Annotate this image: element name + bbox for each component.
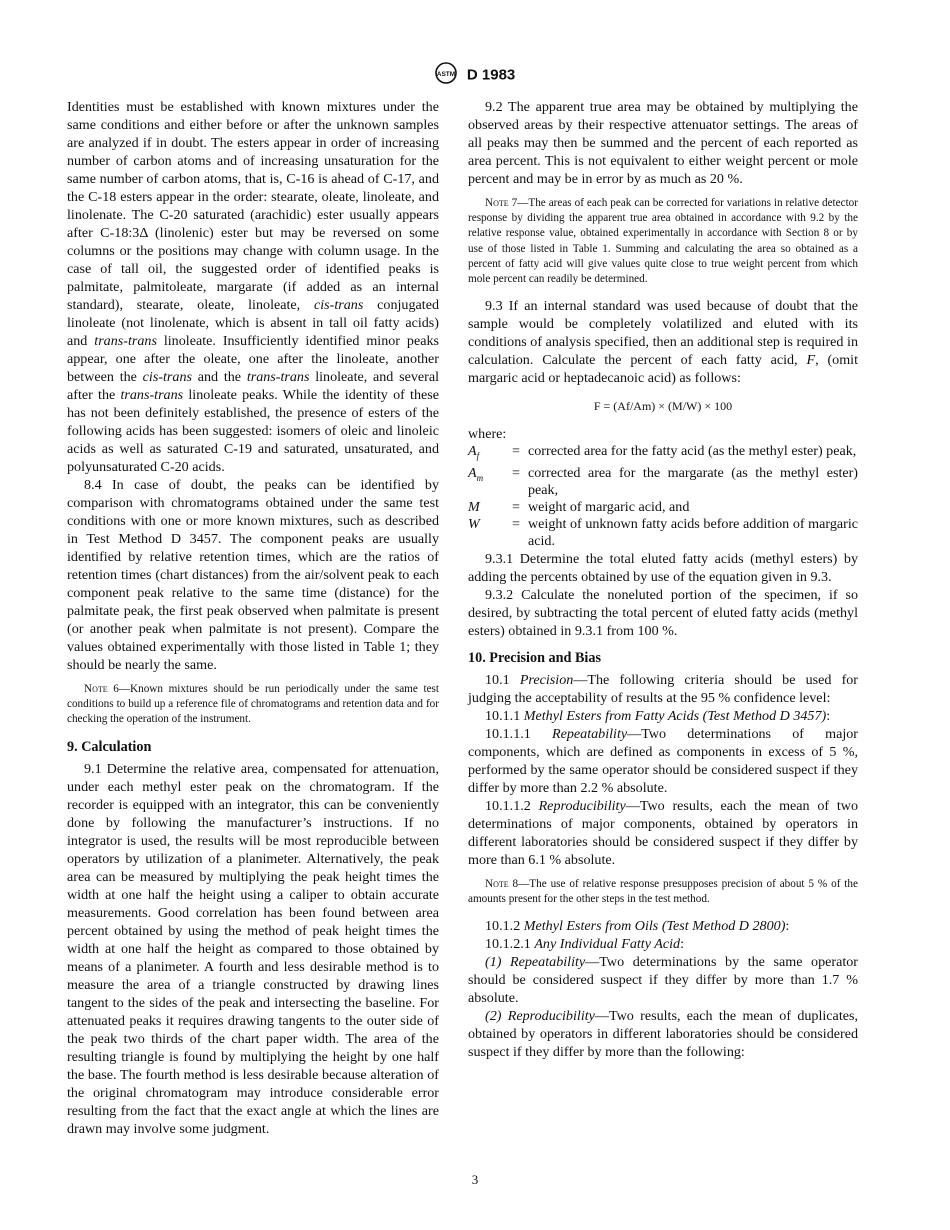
equals-sign: = xyxy=(512,499,520,516)
where-label: where: xyxy=(468,426,507,443)
paragraph-9-2: 9.2 The apparent true area may be obtained by multiplying the observed areas by their respective attenuator settings. The areas of all peaks may then be summed and the percent of each reported as area percent. This is not equivalent to either weight percent or mole percent and may be in error by as much as 20 %. xyxy=(468,99,858,187)
page-number: 3 xyxy=(471,1172,479,1187)
paragraph-10-1-1-1: 10.1.1.1 Repeatability—Two determinations of major components, which are defined as components in excess of 5 %, performed by the same operator should be considered suspect if they differ by more than 2.2 % absolute. xyxy=(468,726,858,797)
paragraph-reproducibility: (2) Reproducibility—Two results, each the mean of duplicates, obtained by operators in different laboratories should be considered suspect if they differ by more than the following: xyxy=(468,1008,858,1061)
definition-symbol: W xyxy=(468,516,480,533)
document-designation: D 1983 xyxy=(466,66,516,84)
page-header xyxy=(0,62,950,88)
paragraph-9-3: 9.3 If an internal standard was used because of doubt that the sample would be completely volatilized and eluted with its conditions of analysis specified, then an additional step is required in calculation. Calculate the percent of each fatty acid, F, (omit margaric acid or heptadecanoic acid) as follows: xyxy=(468,298,858,387)
definition-text: corrected area for the margarate (as the methyl ester) peak, xyxy=(528,465,858,499)
definition-symbol: M xyxy=(468,499,480,516)
equals-sign: = xyxy=(512,443,520,460)
note-8: Note 8—The use of relative response presupposes precision of about 5 % of the amounts present for the other steps in the test method. xyxy=(468,878,858,906)
paragraph-8-4: 8.4 In case of doubt, the peaks can be identified by comparison with chromatograms obtained under the same test conditions with one or more known mixtures, such as described in Test Method D 3457. The component peaks are usually identified by relative retention times, which are the ratios of retention times (chart distances) from the air/solvent peak to each component peak relative to the same time (distance) for the palmitate peak, the first peak observed when palmitate is present (or another peak when palmitate is not present). Compare the values obtained experimentally with those listed in Table 1; they should be nearly the same. xyxy=(67,477,439,673)
paragraph-10-1: 10.1 Precision—The following criteria should be used for judging the acceptability of results at the 95 % confidence level: xyxy=(468,672,859,707)
definition-row xyxy=(468,499,858,516)
definition-row xyxy=(468,443,858,465)
paragraph-repeatability: (1) Repeatability—Two determinations by the same operator should be considered suspect if they differ by more than 1.7 % absolute. xyxy=(468,954,858,1007)
paragraph-9-1: 9.1 Determine the relative area, compensated for attenuation, under each methyl ester peak on the chromatogram. If the recorder is equipped with an integrator, this can be conveniently done by following the manufacturer’s instructions. If no integrator is used, the results will be most reproducible between operators by utilization of a planimeter. Alternatively, the peak area can be measured by multiplying the peak height times the width at one half the height using a caliper to obtain accurate measurements. Good correlation has been found between area percent obtained by using the method of peak height times the width at one half the height as compared to those obtained by means of a planimeter. A fourth and less desirable method is to measure the area of a triangle constructed by drawing lines tangent to the sides of the peak and intersecting the baseline. For attenuated peaks it requires drawing tangents to the outer side of the peak two thirds of the chart paper width. The area of the resulting triangle is found by multiplying the height by one half the base. The fourth method is less desirable because alteration of the original chromatogram may introduce considerable error resulting from the fact that the exact angle at which the lines are drawn may involve some judgment. xyxy=(67,760,439,1137)
paragraph-9-3-1: 9.3.1 Determine the total eluted fatty acids (methyl esters) by adding the percents obtained by use of the equation given in 9.3. xyxy=(468,551,858,586)
definition-text: corrected area for the fatty acid (as the methyl ester) peak, xyxy=(528,443,857,460)
definitions-list xyxy=(468,443,858,550)
equals-sign: = xyxy=(512,465,520,482)
definition-text: weight of margaric acid, and xyxy=(528,499,690,516)
definition-symbol: $A_f$ xyxy=(468,443,480,462)
right-column xyxy=(468,98,858,1061)
definition-text: weight of unknown fatty acids before addition of margaric acid. xyxy=(528,516,858,550)
section-heading-calculation: 9. Calculation xyxy=(67,738,152,755)
equation: F = (Af/Am) × (M/W) × 100 xyxy=(593,399,733,414)
section-heading-precision: 10. Precision and Bias xyxy=(468,650,601,667)
left-column xyxy=(67,98,439,1138)
paragraph-10-1-2-1: 10.1.2.1 Any Individual Fatty Acid: xyxy=(485,936,684,953)
paragraph-10-1-2: 10.1.2 Methyl Esters from Oils (Test Method D 2800): xyxy=(485,918,790,935)
definition-symbol: $A_m$ xyxy=(468,465,484,483)
equals-sign: = xyxy=(512,516,520,533)
paragraph-identities: Identities must be established with known mixtures under the same conditions and either before or after the unknown samples are analyzed if in doubt. The esters appear in order of increasing number of carbon atoms and of increasing unsaturation for the same number of carbon atoms, that is, C-16 is ahead of C-17, and the C-18 esters appear in the order: stearate, oleate, linoleate, and linolenate. The C-20 saturated (arachidic) ester usually appears after C-18:3Δ (linolenic) ester but may be reversed on some columns or the positions may change with column usage. In the case of tall oil, the suggested order of identified peaks is palmitate, palmitoleate, margarate (if added as an internal standard), stearate, oleate, linoleate, cis-trans conjugated linoleate (not linolenate, which is absent in tall oil fatty acids) and trans-trans linoleate. Insufficiently identified minor peaks appear, one after the oleate, one after the linoleate, another between the cis-trans and the trans-trans linoleate, and several after the trans-trans linoleate peaks. While the identity of these has not been definitely established, the presence of esters of the following acids has been suggested: isomers of oleic and linoleic acids as well as saturated C-19 and saturated, unsaturated, and polyunsaturated C-20 acids. xyxy=(67,99,440,475)
definition-row xyxy=(468,516,858,550)
note-7: Note 7—The areas of each peak can be corrected for variations in relative detector response by dividing the apparent true area obtained in accordance with 9.2 by the relative response value, obtained experimentally in accordance with Section 8 or by use of those listed in Table 1. Summing and calculating the area so obtained as a percent of fatty acid will give values quite close to true weight percent from which mole percent can readily be determined. xyxy=(468,197,859,286)
paragraph-10-1-1-2: 10.1.1.2 Reproducibility—Two results, each the mean of two determinations of major components, obtained by operators in different laboratories should be considered suspect if they differ by more than 6.1 % absolute. xyxy=(468,798,859,869)
paragraph-10-1-1: 10.1.1 Methyl Esters from Fatty Acids (Test Method D 3457): xyxy=(485,708,831,725)
definition-row xyxy=(468,465,858,499)
paragraph-9-3-2: 9.3.2 Calculate the noneluted portion of the specimen, if so desired, by subtracting the total percent of eluted fatty acids (methyl esters) obtained in 9.3.1 from 100 %. xyxy=(468,587,858,640)
astm-logo-icon xyxy=(435,62,457,88)
note-6: Note 6—Known mixtures should be run periodically under the same test conditions to build up a reference file of chromatograms and retention data and for checking the operation of the instrument. xyxy=(67,683,439,726)
svg-text:ASTM: ASTM xyxy=(436,71,455,78)
